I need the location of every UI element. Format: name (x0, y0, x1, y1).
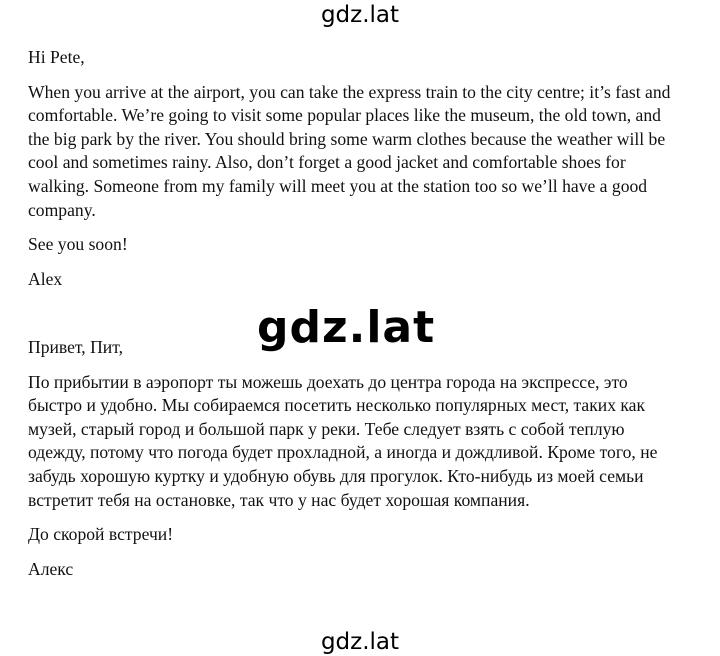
watermark-bottom: gdz.lat (320, 629, 400, 655)
letter-english (28, 46, 678, 291)
letter-signature-ru: Алекс (28, 558, 74, 579)
watermark-middle: gdz.lat (257, 302, 436, 353)
letter-closing-ru: До скорой встречи! (28, 524, 174, 545)
letter-greeting: Hi Pete, (28, 47, 85, 67)
letter-greeting-ru: Привет, Пит, (28, 337, 123, 357)
letter-signature: Alex (28, 268, 63, 289)
watermark-top: gdz.lat (320, 2, 400, 28)
letter-russian (28, 336, 678, 581)
letter-body-ru: По прибытии в аэропорт ты можешь доехать до центра города на экспрессе, это быстро и удобно. Мы собираемся посетить несколько популярных мест, таких как музей, старый город и большой парк у реки. Тебе следует взять с собой теплую одежду, потому что погода будет прохладной, а иногда и дождливой. Кроме того, не забудь хорошую куртку и удобную обувь для прогулок. Кто-нибудь из моей семьи встретит тебя на остановке, так что у нас будет хорошая компания. (28, 371, 658, 510)
letter-body: When you arrive at the airport, you can take the express train to the city centre; it’s fast and comfortable. We’re going to visit some popular places like the museum, the old town, and the big park by the river. You should bring some warm clothes because the weather will be cool and sometimes rainy. Also, don’t forget a good jacket and comfortable shoes for walking. Someone from my family will meet you at the station too so we’ll have a good company. (28, 81, 671, 220)
letter-closing: See you soon! (28, 234, 128, 255)
